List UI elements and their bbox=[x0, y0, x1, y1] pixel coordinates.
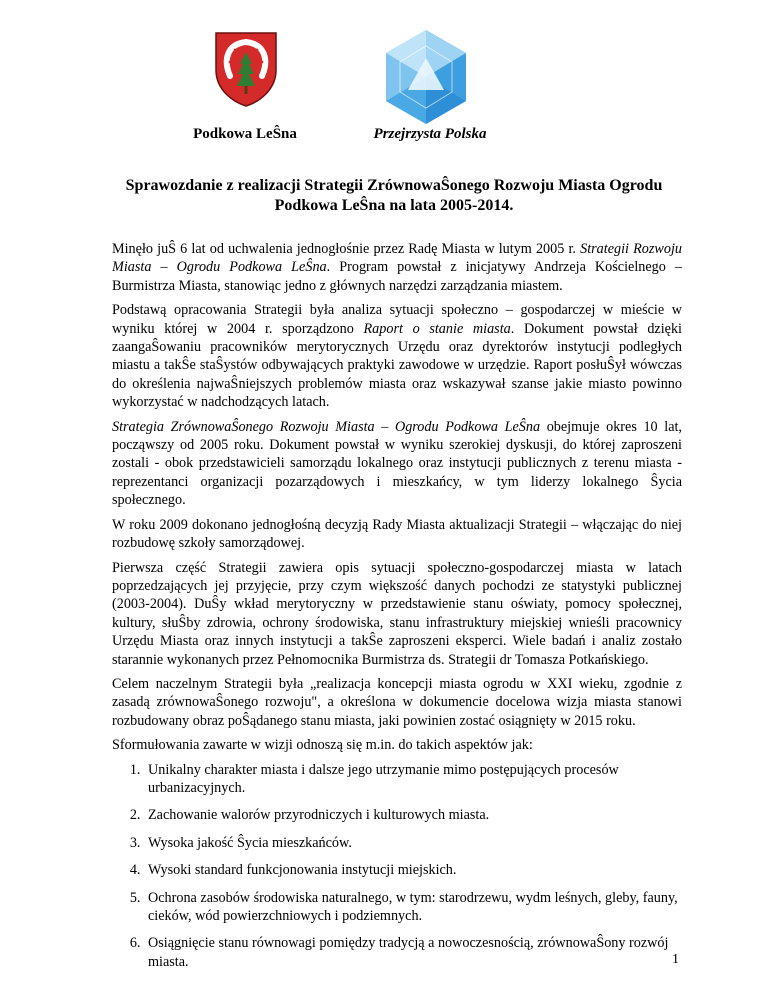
crest-horseshoe-tree-icon bbox=[213, 30, 279, 108]
document-title: Sprawozdanie z realizacji Strategii ZrównowaŜonego Rozwoju Miasta Ogrodu Podkowa LeŜna na lata 2005-2014. bbox=[125, 177, 663, 214]
hexagon-crystal-icon bbox=[384, 28, 468, 126]
paragraph-4: W roku 2009 dokonano jednogłośną decyzją Rady Miasta aktualizacji Strategii – włączając do niej rozbudowę szkoły samorządowej. bbox=[112, 516, 682, 552]
list-item: 6. Osiągnięcie stanu równowagi pomiędzy tradycją a nowoczesnością, zrównowaŜony rozwój miasta. bbox=[144, 934, 682, 971]
paragraph-7: Sformułowania zawarte w wizji odnoszą się m.in. do takich aspektów jak: bbox=[112, 737, 533, 754]
page-number: 1 bbox=[672, 952, 679, 967]
paragraph-3: Strategia ZrównowaŜonego Rozwoju Miasta – Ogrodu Podkowa LeŜna obejmuje okres 10 lat, począwszy od 2005 roku. Dokument powstał w wyniku szerokiej dyskusji, do której zaproszeni zostali - obok przedstawicieli samorządu lokalnego oraz instytucji publicznych z terenu miasta - reprezentanci organizacji pozarządowych i mieszkańcy, w tym liderzy lokalnego Ŝycia społecznego. bbox=[112, 418, 682, 509]
paragraph-2: Podstawą opracowania Strategii była analiza sytuacji społeczno – gospodarczej w mieście w wyniku której w 2004 r. sporządzono Raport o stanie miasta. Dokument powstał dzięki zaangaŜowaniu pracowników merytorycznych Urzędu oraz dyrektorów instytucji podległych miastu a takŜe staŜystów odbywających praktyki zawodowe w urzędzie. Raport posłuŜył wówczas do określenia najwaŜniejszych problemów miasta oraz wskazywał szanse jakie miasto powinno wykorzystać w nadchodzących latach. bbox=[112, 302, 683, 411]
list-item: 2. Zachowanie walorów przyrodniczych i kulturowych miasta. bbox=[144, 806, 682, 824]
paragraph-5: Pierwsza część Strategii zawiera opis sytuacji społeczno-gospodarczej miasta w latach poprzedzających jej przyjęcie, przy czym większość danych pochodzi ze statystyki publicznej (2003-2004). DuŜy wkład merytoryczny w przedstawienie stanu oświaty, pomocy społecznej, kultury, słuŜby zdrowia, ochrony środowiska, stanu infrastruktury miejskiej wnieśli pracownicy Urzędu Miasta oraz innych instytucji a takŜe zaproszeni eksperci. Wiele badań i analiz zostało starannie wykonanych przez Pełnomocnika Burmistrza ds. Strategii dr Tomasza Potkańskiego. bbox=[112, 559, 682, 668]
paragraph-6: Celem naczelnym Strategii była „realizacja koncepcji miasta ogrodu w XXI wieku, zgodnie z zasadą zrównowaŜonego rozwoju", a określona w dokumencie docelowa wizja miasta stanowi rozbudowany obraz poŜądanego stanu miasta, jaki powinien zostać osiągnięty w 2015 roku. bbox=[112, 675, 682, 729]
list-item: 1. Unikalny charakter miasta i dalsze jego utrzymanie mimo postępujących procesów urbanizacyjnych. bbox=[144, 761, 682, 798]
list-item: 4. Wysoki standard funkcjonowania instytucji miejskich. bbox=[144, 861, 682, 879]
list-item: 5. Ochrona zasobów środowiska naturalnego, w tym: starodrzewu, wydm leśnych, gleby, fauny, cieków, wód powierzchniowych i podziemnych. bbox=[144, 889, 682, 926]
paragraph-1: Minęło juŜ 6 lat od uchwalenia jednogłośnie przez Radę Miasta w lutym 2005 r. Strategii Rozwoju Miasta – Ogrodu Podkowa LeŜna. Program powstał z inicjatywy Andrzeja Kościelnego – Burmistrza Miasta, stanowiąc jedno z głównych narzędzi zarządzania miastem. bbox=[112, 241, 683, 294]
logo-caption-right: Przejrzysta Polska bbox=[373, 126, 487, 142]
list-item: 3. Wysoka jakość Ŝycia mieszkańców. bbox=[144, 834, 682, 852]
document-body bbox=[112, 240, 682, 980]
vision-list bbox=[112, 761, 682, 972]
logo-caption-left: Podkowa LeŜna bbox=[193, 126, 297, 142]
